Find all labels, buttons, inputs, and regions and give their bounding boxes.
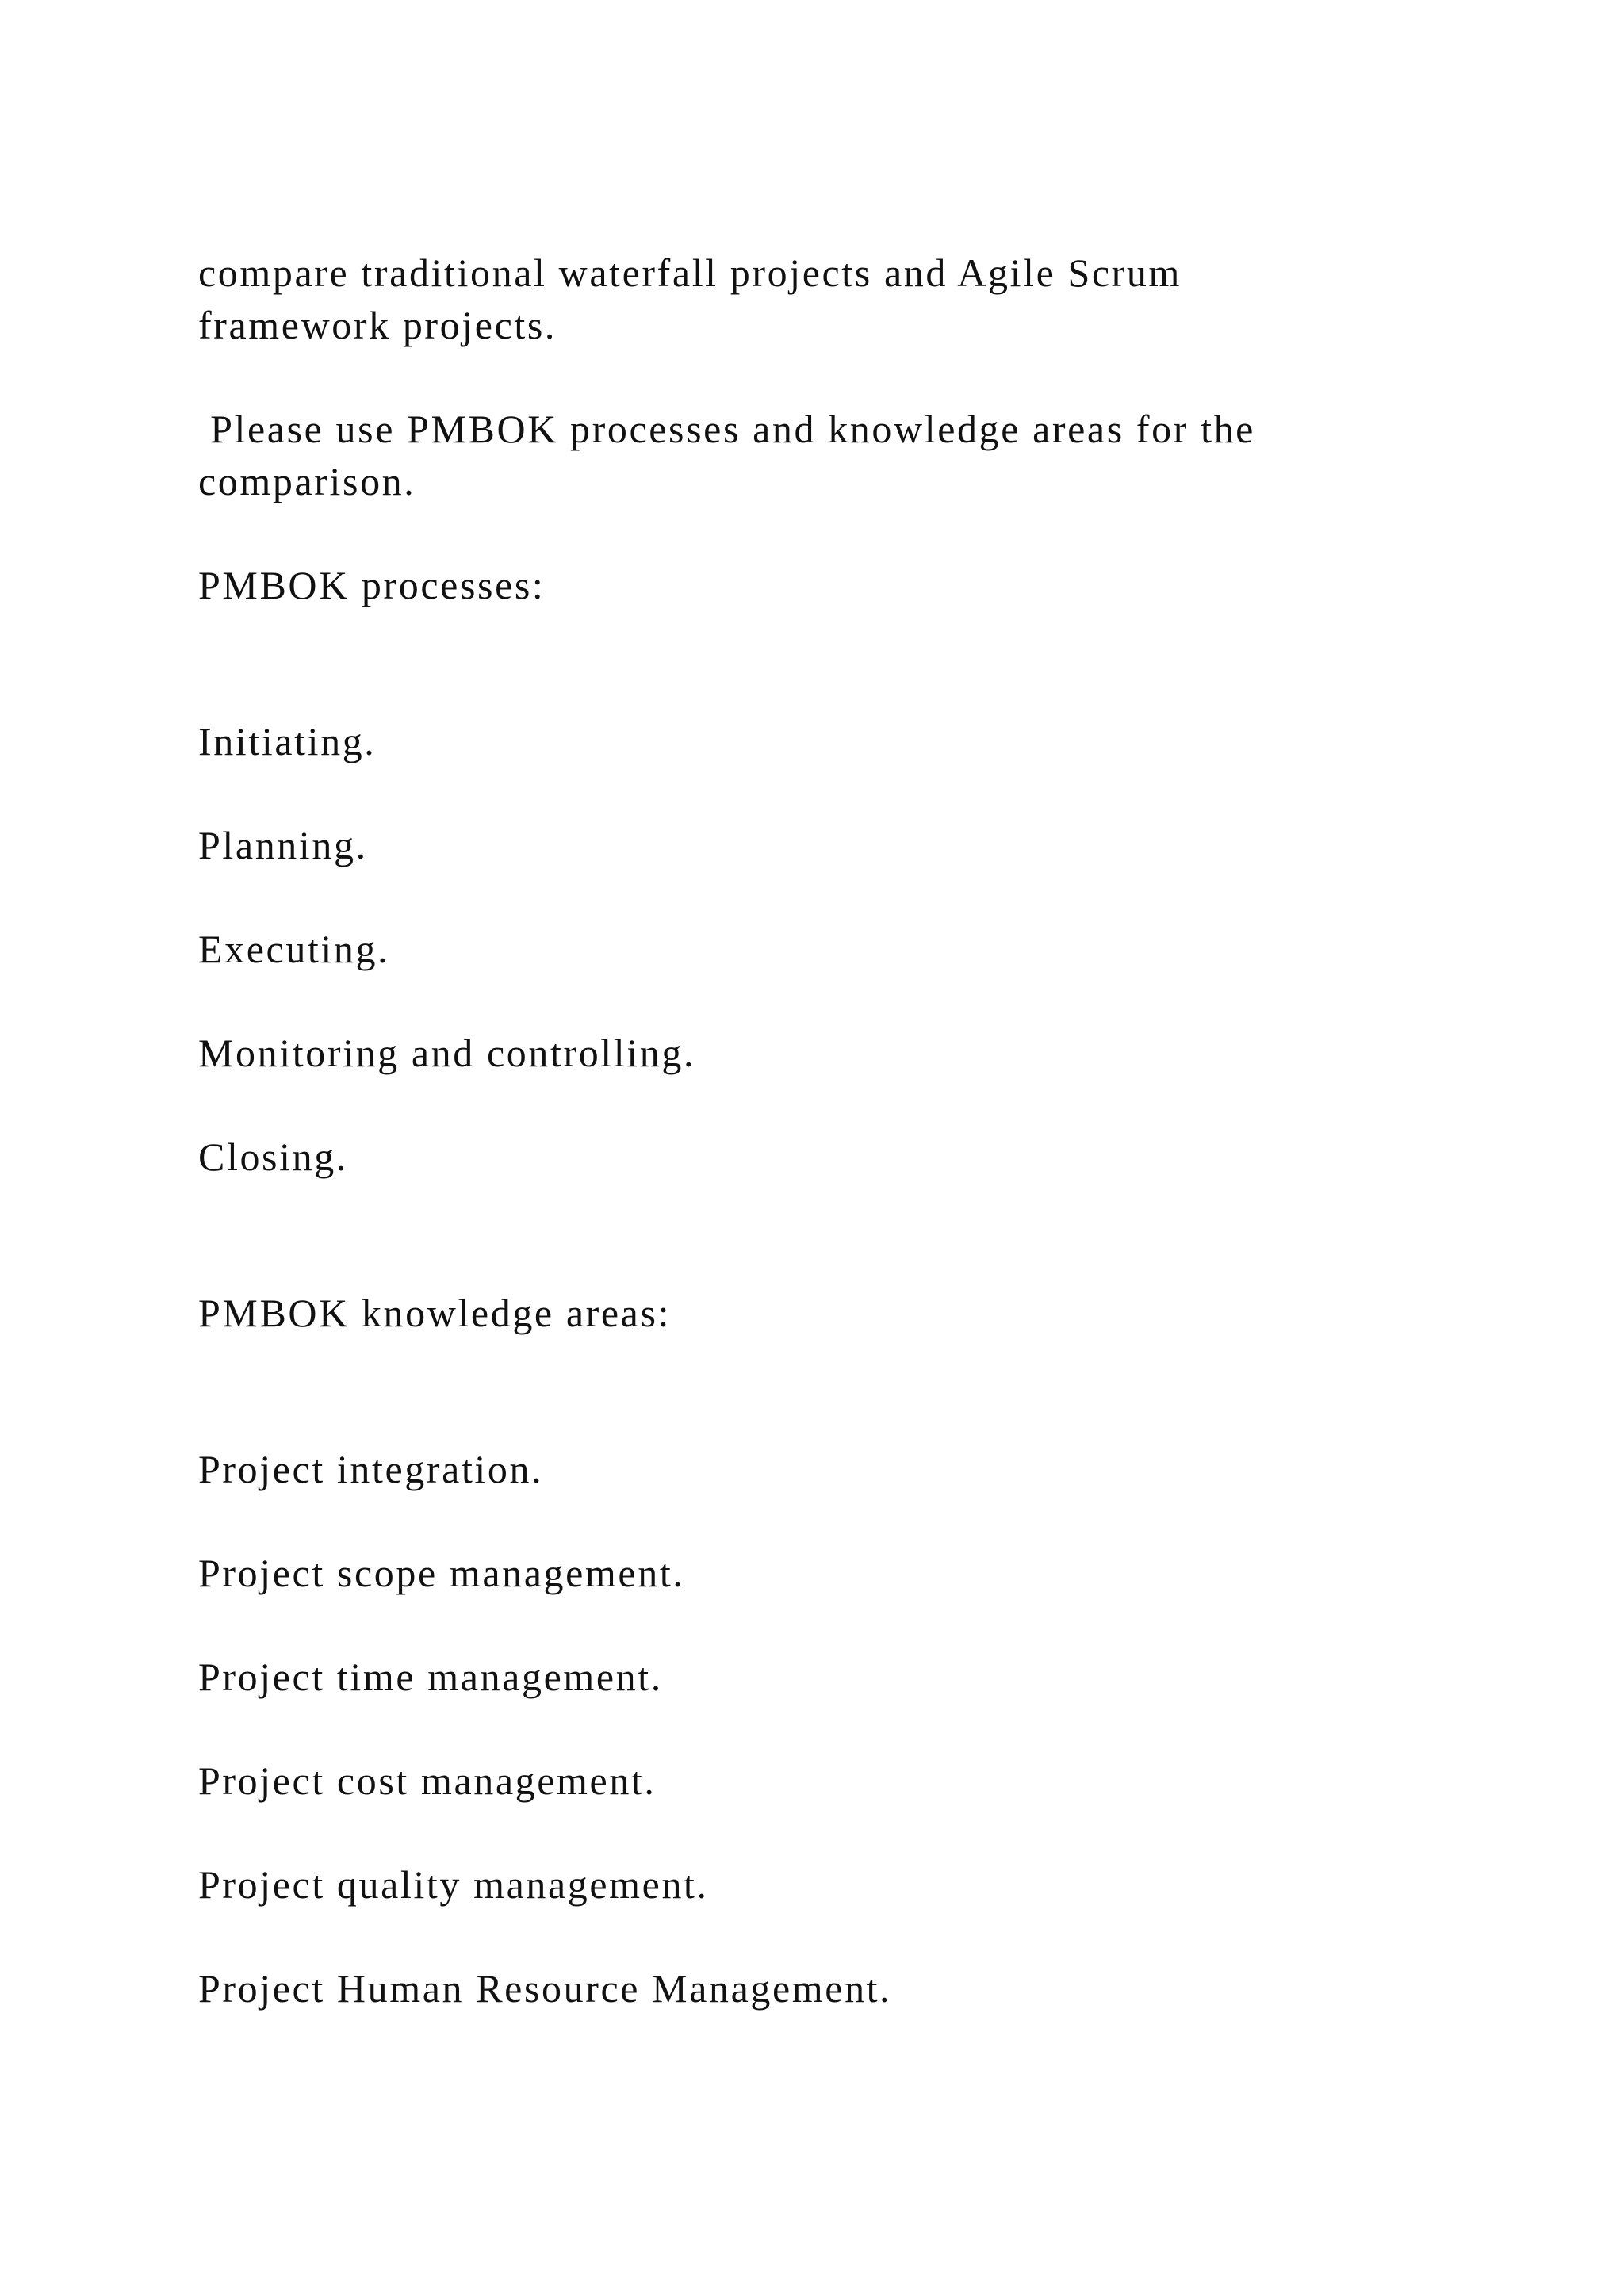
- process-item-closing: Closing.: [198, 1135, 348, 1179]
- knowledge-item-time: Project time management.: [198, 1655, 663, 1699]
- processes-heading: PMBOK processes:: [198, 563, 546, 607]
- knowledge-item-scope: Project scope management.: [198, 1551, 685, 1595]
- knowledge-item-quality: Project quality management.: [198, 1862, 709, 1907]
- knowledge-item-cost: Project cost management.: [198, 1758, 657, 1803]
- process-item-planning: Planning.: [198, 823, 368, 867]
- process-item-initiating: Initiating.: [198, 719, 377, 763]
- intro-line-2: framework projects.: [198, 303, 557, 347]
- knowledge-item-human-resource: Project Human Resource Management.: [198, 1966, 892, 2011]
- instruction-line-2: comparison.: [198, 459, 416, 503]
- process-item-executing: Executing.: [198, 927, 390, 971]
- intro-line-1: compare traditional waterfall projects and Agile Scrum: [198, 251, 1182, 295]
- process-item-monitoring: Monitoring and controlling.: [198, 1031, 696, 1075]
- knowledge-areas-heading: PMBOK knowledge areas:: [198, 1291, 671, 1335]
- instruction-line-1: Please use PMBOK processes and knowledge areas for the: [198, 407, 1255, 451]
- knowledge-item-integration: Project integration.: [198, 1447, 544, 1491]
